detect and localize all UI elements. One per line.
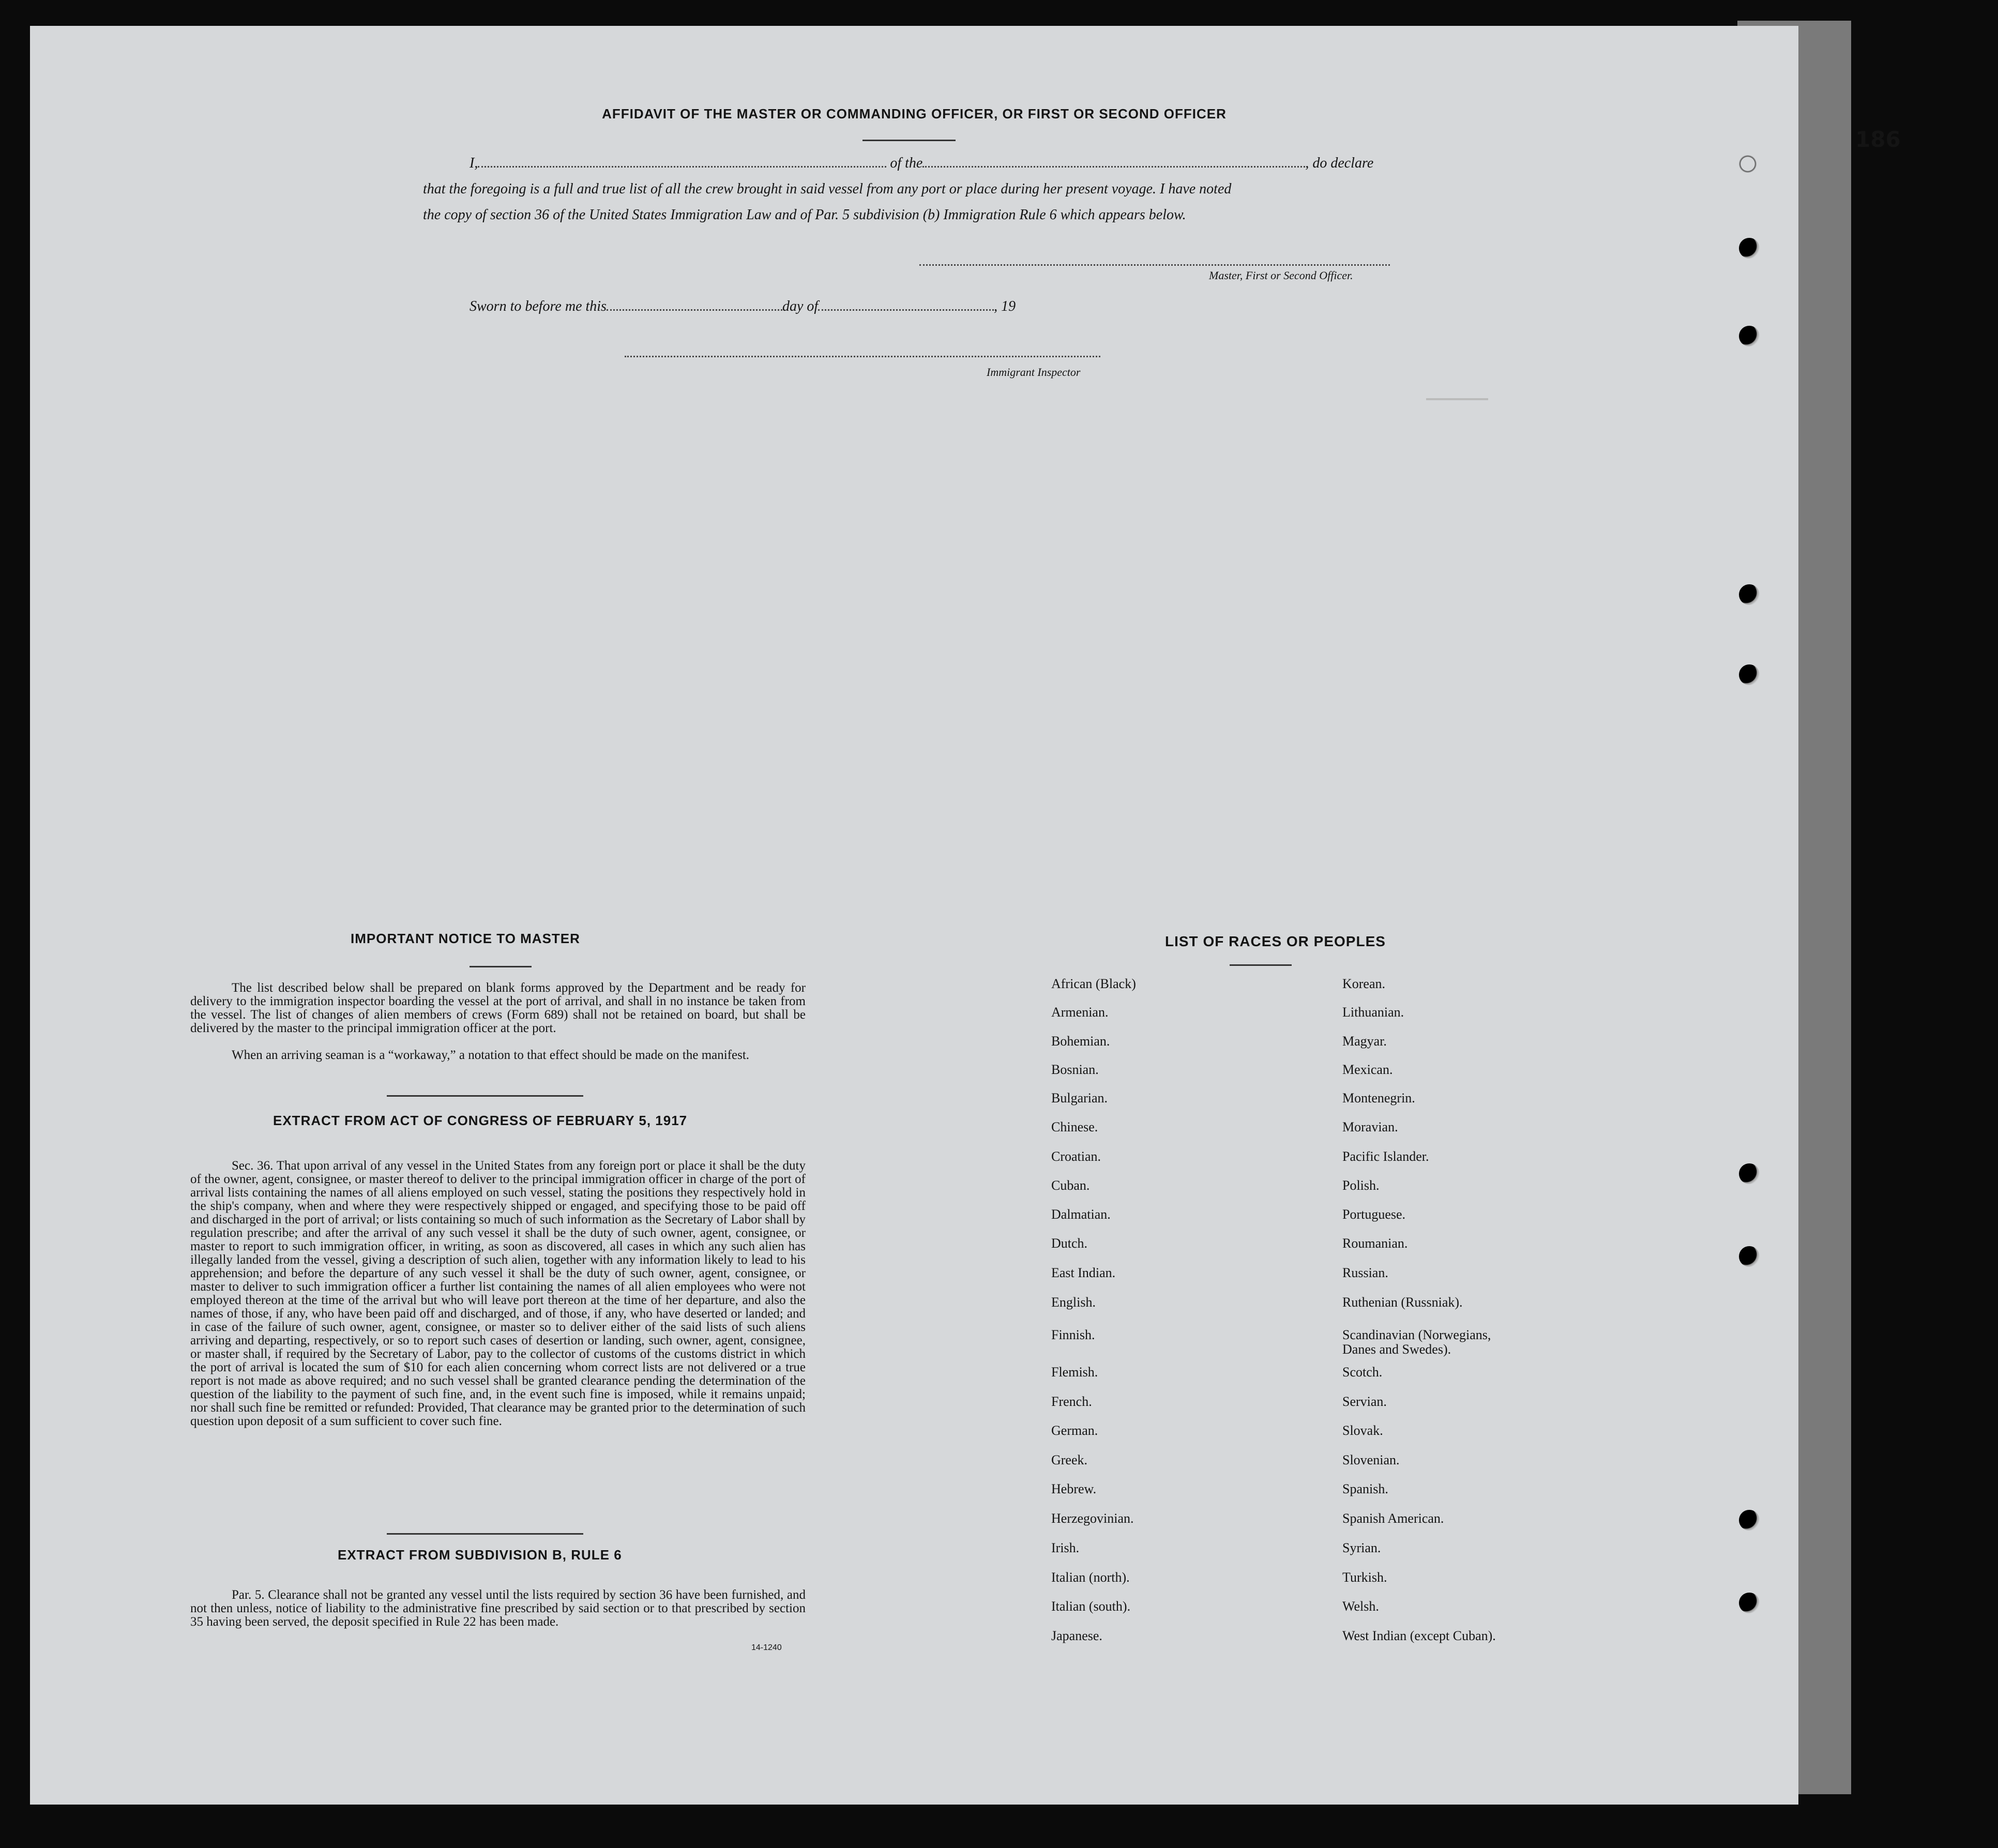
master-signature-line[interactable] bbox=[919, 264, 1390, 266]
act-section-label: Sec. 36. bbox=[232, 1159, 274, 1173]
affidavit-i-label: I, bbox=[470, 155, 478, 171]
master-signature-label: Master, First or Second Officer. bbox=[1209, 269, 1353, 282]
race-item: Roumanian. bbox=[1342, 1236, 1408, 1251]
binder-hole bbox=[1739, 155, 1757, 173]
sworn-day-label: day of bbox=[782, 298, 819, 314]
race-item: Moravian. bbox=[1342, 1119, 1398, 1134]
sworn-month-blank[interactable] bbox=[818, 309, 994, 311]
race-item: Japanese. bbox=[1051, 1628, 1102, 1643]
binder-hole bbox=[1739, 1510, 1760, 1531]
binder-hole bbox=[1739, 584, 1760, 605]
race-item: Cuban. bbox=[1051, 1178, 1090, 1193]
race-item: Magyar. bbox=[1342, 1034, 1387, 1049]
race-item: Bohemian. bbox=[1051, 1034, 1110, 1049]
race-item: Polish. bbox=[1342, 1178, 1380, 1193]
race-item: Bulgarian. bbox=[1051, 1090, 1108, 1105]
page-number: 186 bbox=[1855, 127, 1901, 152]
race-item: Dalmatian. bbox=[1051, 1207, 1111, 1222]
race-item: African (Black) bbox=[1051, 976, 1136, 991]
race-item: Montenegrin. bbox=[1342, 1090, 1415, 1105]
race-item: German. bbox=[1051, 1423, 1098, 1438]
race-item: Finnish. bbox=[1051, 1327, 1095, 1342]
affidavit-line2: that the foregoing is a full and true list of all the crew brought in said vessel from any port or place during her present voyage. I have noted bbox=[423, 181, 1232, 197]
race-item: Scotch. bbox=[1342, 1365, 1383, 1380]
binder-hole bbox=[1739, 1163, 1760, 1184]
race-item: Slovenian. bbox=[1342, 1452, 1400, 1467]
name-blank[interactable] bbox=[478, 165, 886, 168]
race-item: Greek. bbox=[1051, 1452, 1088, 1467]
race-item: Syrian. bbox=[1342, 1540, 1381, 1555]
races-title: LIST OF RACES OR PEOPLES bbox=[1165, 933, 1386, 949]
race-item: Pacific Islander. bbox=[1342, 1149, 1429, 1164]
sworn-day-blank[interactable] bbox=[607, 309, 782, 311]
affidavit-title: AFFIDAVIT OF THE MASTER OR COMMANDING OFFICER, OR FIRST OR SECOND OFFICER bbox=[602, 106, 1227, 122]
margin-mark bbox=[1426, 398, 1488, 400]
sworn-line bbox=[470, 298, 1016, 315]
divider bbox=[470, 966, 532, 967]
notice-para1: The list described below shall be prepared on blank forms approved by the Department and be ready for delivery to the immigration inspector boarding the vessel at the port of arrival, and shall in no instance be taken from the vessel. The list of changes of alien members of crews (Form 689) shall not be retained on board, but shall be delivered by the master to the principal immigration officer at the port. bbox=[190, 981, 806, 1035]
race-item: Welsh. bbox=[1342, 1599, 1379, 1614]
inspector-signature-line[interactable] bbox=[625, 355, 1100, 357]
sworn-prefix: Sworn to before me this bbox=[470, 298, 607, 314]
notice-title: IMPORTANT NOTICE TO MASTER bbox=[351, 931, 580, 946]
race-item: Mexican. bbox=[1342, 1062, 1393, 1077]
rule-extract-text: Par. 5. Clearance shall not be granted any vessel until the lists required by section 36 have been furnished, and not then unless, notice of liability to the administrative fine prescribed by said section or to that prescribed by section 35 having been served, the deposit specified in Rule 22 has been made. bbox=[190, 1588, 806, 1629]
divider bbox=[1230, 964, 1292, 966]
race-item: Armenian. bbox=[1051, 1005, 1109, 1020]
notice-para2: When an arriving seaman is a “workaway,” a notation to that effect should be made on the manifest. bbox=[232, 1048, 750, 1062]
race-item: Russian. bbox=[1342, 1265, 1388, 1280]
race-item: Spanish American. bbox=[1342, 1511, 1444, 1526]
race-item: Spanish. bbox=[1342, 1481, 1388, 1496]
binder-hole bbox=[1739, 664, 1760, 685]
affidavit-line3: the copy of section 36 of the United States Immigration Law and of Par. 5 subdivision (b) Immigration Rule 6 which appears below. bbox=[423, 207, 1186, 223]
race-item: Herzegovinian. bbox=[1051, 1511, 1134, 1526]
inspector-label: Immigrant Inspector bbox=[987, 366, 1081, 378]
act-extract-text bbox=[190, 1159, 806, 1428]
race-item: Flemish. bbox=[1051, 1365, 1098, 1380]
race-item: Irish. bbox=[1051, 1540, 1080, 1555]
race-item: Italian (south). bbox=[1051, 1599, 1131, 1614]
divider bbox=[387, 1095, 583, 1097]
binder-hole bbox=[1739, 238, 1760, 259]
race-item: Dutch. bbox=[1051, 1236, 1088, 1251]
race-item: Portuguese. bbox=[1342, 1207, 1406, 1222]
affidavit-declare-label: , do declare bbox=[1305, 155, 1374, 171]
race-item: Chinese. bbox=[1051, 1119, 1098, 1134]
race-item: Slovak. bbox=[1342, 1423, 1383, 1438]
race-item: Servian. bbox=[1342, 1394, 1387, 1409]
race-item: Korean. bbox=[1342, 976, 1386, 991]
binder-hole bbox=[1739, 1593, 1760, 1613]
form-page bbox=[30, 26, 1901, 1805]
race-item: Hebrew. bbox=[1051, 1481, 1097, 1496]
binder-hole bbox=[1739, 1246, 1760, 1267]
race-item: West Indian (except Cuban). bbox=[1342, 1628, 1496, 1643]
form-number: 14-1240 bbox=[751, 1643, 782, 1652]
race-item: Italian (north). bbox=[1051, 1570, 1130, 1585]
divider bbox=[862, 140, 956, 141]
affidavit-of-label: of the bbox=[890, 155, 923, 171]
rule-extract-title: EXTRACT FROM SUBDIVISION B, RULE 6 bbox=[338, 1547, 622, 1563]
sworn-year-label: , 19 bbox=[994, 298, 1016, 314]
act-extract-title: EXTRACT FROM ACT OF CONGRESS OF FEBRUARY 5, 1917 bbox=[273, 1113, 688, 1128]
race-item: Turkish. bbox=[1342, 1570, 1387, 1585]
race-item: Scandinavian (Norwegians, Danes and Swedes). bbox=[1342, 1327, 1491, 1357]
race-item: Ruthenian (Russniak). bbox=[1342, 1295, 1463, 1310]
race-item: Bosnian. bbox=[1051, 1062, 1099, 1077]
vessel-blank[interactable] bbox=[922, 165, 1305, 168]
divider bbox=[387, 1533, 583, 1535]
race-item: French. bbox=[1051, 1394, 1092, 1409]
race-item: Croatian. bbox=[1051, 1149, 1101, 1164]
affidavit-line1 bbox=[470, 155, 1373, 172]
race-item: English. bbox=[1051, 1295, 1096, 1310]
binder-hole bbox=[1739, 326, 1760, 346]
race-item: East Indian. bbox=[1051, 1265, 1116, 1280]
act-section-body: That upon arrival of any vessel in the United States from any foreign port or place it shall be the duty of the owner, agent, consignee, or master thereof to deliver to the principal immigration officer in charge of the port of arrival lists containing the names of all aliens employed on such vessel, stating the positions they respectively hold in the ship's company, when and where they were respectively shipped or engaged, and specifying those to be paid off and discharged in the port of arrival; or lists containing so much of such information as the Secretary of Labor shall by regulation prescribe; and after the arrival of any such vessel it shall be the duty of such owner, agent, consignee, or master to report to such immigration officer, in writing, as soon as discovered, all cases in which any such alien has illegally landed from the vessel, giving a description of such alien, together with any information likely to lead to his apprehension; and before the departure of any such vessel it shall be the duty of such owner, agent, consignee, or master to deliver to such immigration officer a further list containing the names of all alien employees who were not employed thereon at the time of the arrival but who will leave port thereon at the time of her departure, and also the names of those, if any, who have been paid off and discharged, and of those, if any, who have deserted or landed; and in case of the failure of such owner, agent, consignee, or master so to deliver either of the said lists of such aliens arriving and departing, respectively, or so to report such cases of desertion or landing, such owner, agent, consignee, or master shall, if required by the Secretary of Labor, pay to the collector of customs of the customs district in which the port of arrival is located the sum of $10 for each alien concerning whom correct lists are not delivered or a true report is not made as above required; and no such vessel shall be granted clearance pending the determination of the question of the liability to the payment of such fine, and, in the event such fine is imposed, while it remains unpaid; nor shall such fine be remitted or refunded: Provided, That clearance may be granted prior to the determination of such question upon deposit of a sum sufficient to cover such fine. bbox=[190, 1159, 806, 1428]
race-item: Lithuanian. bbox=[1342, 1005, 1404, 1020]
